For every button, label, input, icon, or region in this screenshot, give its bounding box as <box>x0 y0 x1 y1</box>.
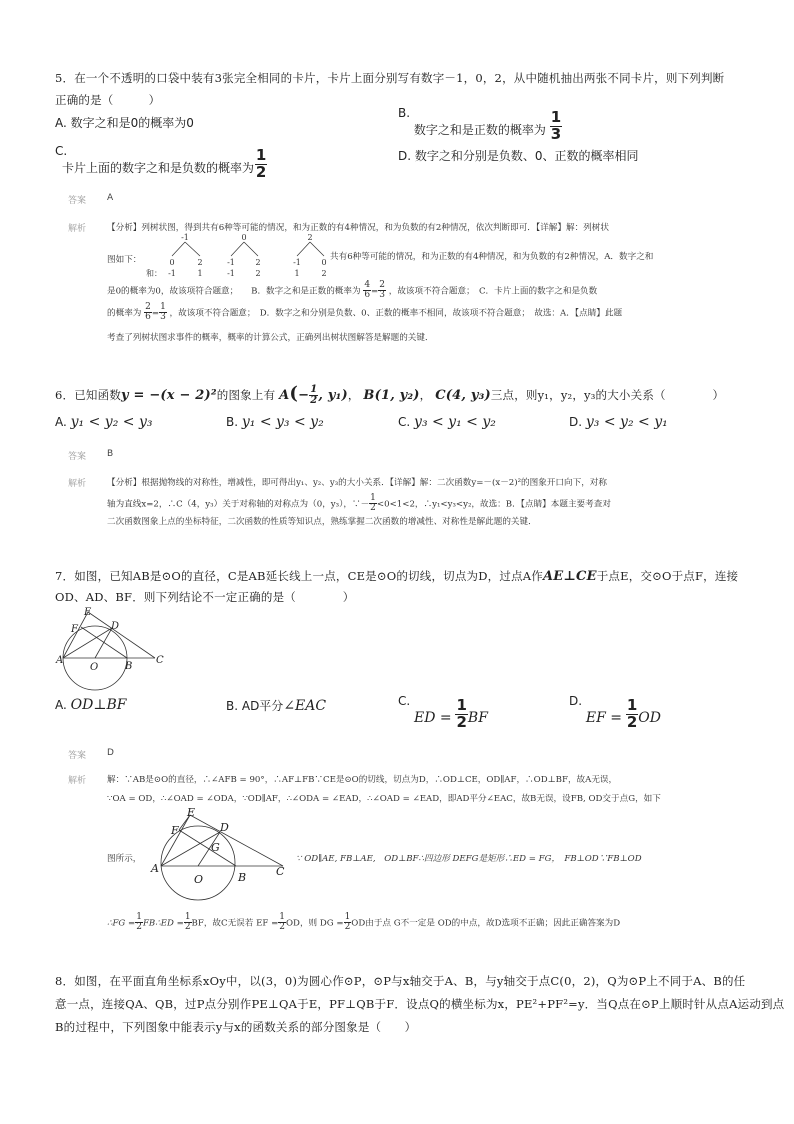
q5-option-c-fraction: $\frac{1}{2}$ <box>255 146 267 181</box>
tree-child-3-2: 0 <box>321 258 327 267</box>
q7-explanation-line2: ∵OA = OD，∴∠OAD = ∠ODA，∵OD∥AF，∴∠ODA = ∠EAD，∴∠OAD = ∠EAD，即AD平分∠EAC，故B无误，设FB, OD交于点G，如下 <box>107 794 661 804</box>
tree-sum-label: 和： <box>146 269 162 278</box>
q5-option-c[interactable] <box>55 144 267 191</box>
fig2-label-c: C <box>276 865 285 878</box>
q8-stem-line3: B的过程中，下列图象中能表示y与x的函数关系的部分图象是（ ） <box>55 1020 417 1034</box>
tree-sum-1-1: -1 <box>168 269 176 278</box>
tree-child-1-1: 0 <box>169 258 175 267</box>
q7-option-d[interactable]: D. EF = $\frac{1}{2}$ OD <box>569 694 661 731</box>
q7-answer: D <box>107 748 114 758</box>
q5-tree-diagram <box>148 232 330 280</box>
q6-option-a[interactable]: A. y₁ < y₂ < y₃ <box>55 414 153 430</box>
fig2-label-d: D <box>220 821 229 834</box>
tree-sum-2-2: 2 <box>255 269 261 278</box>
fig-label-o: O <box>90 662 99 673</box>
q5-option-a[interactable]: A. 数字之和是0的概率为0 <box>55 116 194 130</box>
q7-option-a[interactable]: A. OD⊥BF <box>55 697 127 713</box>
q7-explanation-figure <box>148 805 293 900</box>
q6-option-b[interactable]: B. y₁ < y₃ < y₂ <box>226 414 324 430</box>
q5-option-b-fraction: $\frac{1}{3}$ <box>550 108 562 143</box>
tree-sum-3-1: 1 <box>294 269 300 278</box>
q7-option-b[interactable]: B. AD平分∠EAC <box>226 698 327 714</box>
q5-explanation-line2b: 共有6种等可能的情况，和为正数的有4种情况，和为负数的有2种情况，A．数字之和 <box>330 252 654 262</box>
q5-explanation-line5: 考查了列树状图求事件的概率，概率的计算公式，正确列出树状图解答是解题的关键． <box>107 333 434 343</box>
fig2-label-b: B <box>238 871 247 884</box>
q5-explanation-line3: 是0的概率为0，故该项符合题意； B．数字之和是正数的概率为 $\frac{4}{6}$ = $\frac{2}{3}$ ，故该项不符合题意； C．卡片上面的数字之和是负数 <box>107 280 598 301</box>
q5-option-b[interactable] <box>398 106 562 143</box>
q5-stem-line2: 正确的是（ ） <box>55 93 161 107</box>
q5-answer-tag: 答案 <box>68 196 87 206</box>
q6-answer: B <box>107 449 114 459</box>
fig-label-d: D <box>111 621 120 632</box>
q6-stem: 6．已知函数y = −(x − 2)²的图象上有 A(− $\frac{1}{2}$ , y₁)， B(1, y₂)， C(4, y₃)三点，则y₁，y₂，y₃的大小关系（ ） <box>55 383 725 406</box>
q5-option-c-label: C. <box>55 144 68 158</box>
q5-explanation-line4: 的概率为 $\frac{2}{6}$ = $\frac{1}{3}$ ，故该项不符合题意； D．数字之和分别是负数、0、正数的概率不相同，故该项不符合题意； 故选：A．【点睛】此题 <box>107 302 623 323</box>
fig2-label-e: E <box>187 806 196 819</box>
fig2-label-a: A <box>151 862 159 875</box>
q5-stem-line1: 5．在一个不透明的口袋中装有3张完全相同的卡片，卡片上面分别写有数字－1，0，2，从中随机抽出两张不同卡片，则下列判断 <box>55 71 725 85</box>
q5-explanation-line1: 【分析】列树状图，得到共有6种等可能的情况，和为正数的有4种情况，和为负数的有2种情况，依次判断即可．【详解】解：列树状 <box>107 223 609 233</box>
tree-child-1-2: 2 <box>197 258 203 267</box>
q7-answer-tag: 答案 <box>68 751 87 761</box>
q7-explanation-line3a: 图所示， <box>107 854 142 864</box>
q7-stem-line1: 7．如图，已知AB是⊙O的直径，C是AB延长线上一点，CE是⊙O的切线，切点为D，过点A作AE⊥CE于点E，交⊙O于点F，连接 <box>55 569 739 584</box>
q6-point-c: C(4, y₃) <box>435 388 491 403</box>
q6-explanation-line3: 二次函数图象上点的坐标特征，二次函数的性质等知识点，熟练掌握二次函数的增减性、对称性是解此题的关键． <box>107 517 537 527</box>
q6-point-a: A(− $\frac{1}{2}$ , y₁) <box>279 383 348 406</box>
q7-explanation-line3b: ∵ OD∥AE, FB⊥AE, OD⊥BF∴四边形 DEFG是矩形∴ED = FG， FB⊥OD∵FB⊥OD <box>296 854 642 864</box>
q6-explanation-tag: 解析 <box>68 479 87 489</box>
fig-label-b: B <box>125 661 133 672</box>
fig-label-f: F <box>71 624 78 635</box>
q5-option-b-label: B. <box>398 106 411 120</box>
tree-root-3: 2 <box>307 233 313 242</box>
tree-sum-1-2: 1 <box>197 269 203 278</box>
fig2-label-o: O <box>194 873 204 886</box>
q6-option-c[interactable]: C. y₃ < y₁ < y₂ <box>398 414 496 430</box>
q6-function: y = −(x − 2)² <box>121 388 217 403</box>
tree-root-1: -1 <box>181 233 189 242</box>
q6-point-b: B(1, y₂) <box>363 388 420 403</box>
fig2-label-g: G <box>211 841 220 854</box>
q7-explanation-line4: ∴FG = $\frac{1}{2}$ FB∴ED = $\frac{1}{2}$ BF，故C无误若 EF = $\frac{1}{2}$ OD，则 DG = $\frac{1}{2}$ OD由于点 G不一定是 OD的中点，故D选项不正确；因此正确答案为D <box>107 912 621 933</box>
q8-stem-line1: 8．如图，在平面直角坐标系xOy中，以(3，0)为圆心作⊙P，⊙P与x轴交于A、B，与y轴交于点C(0，2)，Q为⊙P上不同于A、B的任 <box>55 974 746 988</box>
tree-child-2-1: -1 <box>227 258 235 267</box>
fig-label-c: C <box>156 655 164 666</box>
q8-stem-line2: 意一点，连接QA、QB，过P点分别作PE⊥QA于E，PF⊥QB于F．设点Q的横坐标为x，PE²+PF²=y．当Q点在⊙P上顺时针从点A运动到点 <box>55 997 785 1011</box>
tree-root-2: 0 <box>241 233 247 242</box>
q6-option-d[interactable]: D. y₃ < y₂ < y₁ <box>569 414 668 430</box>
tree-child-2-2: 2 <box>255 258 261 267</box>
q5-option-c-text: 卡片上面的数字之和是负数的概率为 <box>62 160 255 175</box>
q7-explanation-tag: 解析 <box>68 776 87 786</box>
fig2-label-f: F <box>171 824 179 837</box>
q7-stem-line2: OD、AD、BF．则下列结论不一定正确的是（ ） <box>55 590 355 604</box>
fig-label-a: A <box>56 655 64 666</box>
q5-answer: A <box>107 193 114 203</box>
q6-answer-tag: 答案 <box>68 452 87 462</box>
q6-explanation-line1: 【分析】根据抛物线的对称性，增减性，即可得出y₁、y₂、y₃的大小关系．【详解】解：二次函数y=－(x－2)²的图象开口向下，对称 <box>107 478 607 488</box>
q6-explanation-line2: 轴为直线x=2，∴C（4，y₃）关于对称轴的对称点为（0，y₃），∵－ $\frac{1}{2}$ <0<1<2，∴y₁<y₃<y₂，故选：B．【点睛】本题主要考查对 <box>107 493 611 514</box>
q5-explanation-tag: 解析 <box>68 224 87 234</box>
q7-explanation-line1: 解：∵AB是⊙O的直径，∴∠AFB = 90°，∴AF⊥FB∵CE是⊙O的切线，切点为D，∴OD⊥CE，OD∥AF，∴OD⊥BF，故A无误， <box>107 775 618 785</box>
fig-label-e: E <box>84 607 92 618</box>
q5-option-b-text: 数字之和是正数的概率为 <box>413 122 546 137</box>
q5-explanation-line2a: 图如下： <box>107 255 142 265</box>
q7-figure <box>55 605 170 690</box>
tree-sum-2-1: -1 <box>227 269 235 278</box>
q5-option-d[interactable]: D. 数字之和分别是负数、0、正数的概率相同 <box>398 149 639 163</box>
q7-option-c[interactable]: C. ED = $\frac{1}{2}$ BF <box>398 694 488 731</box>
tree-sum-3-2: 2 <box>321 269 327 278</box>
tree-child-3-1: -1 <box>293 258 301 267</box>
